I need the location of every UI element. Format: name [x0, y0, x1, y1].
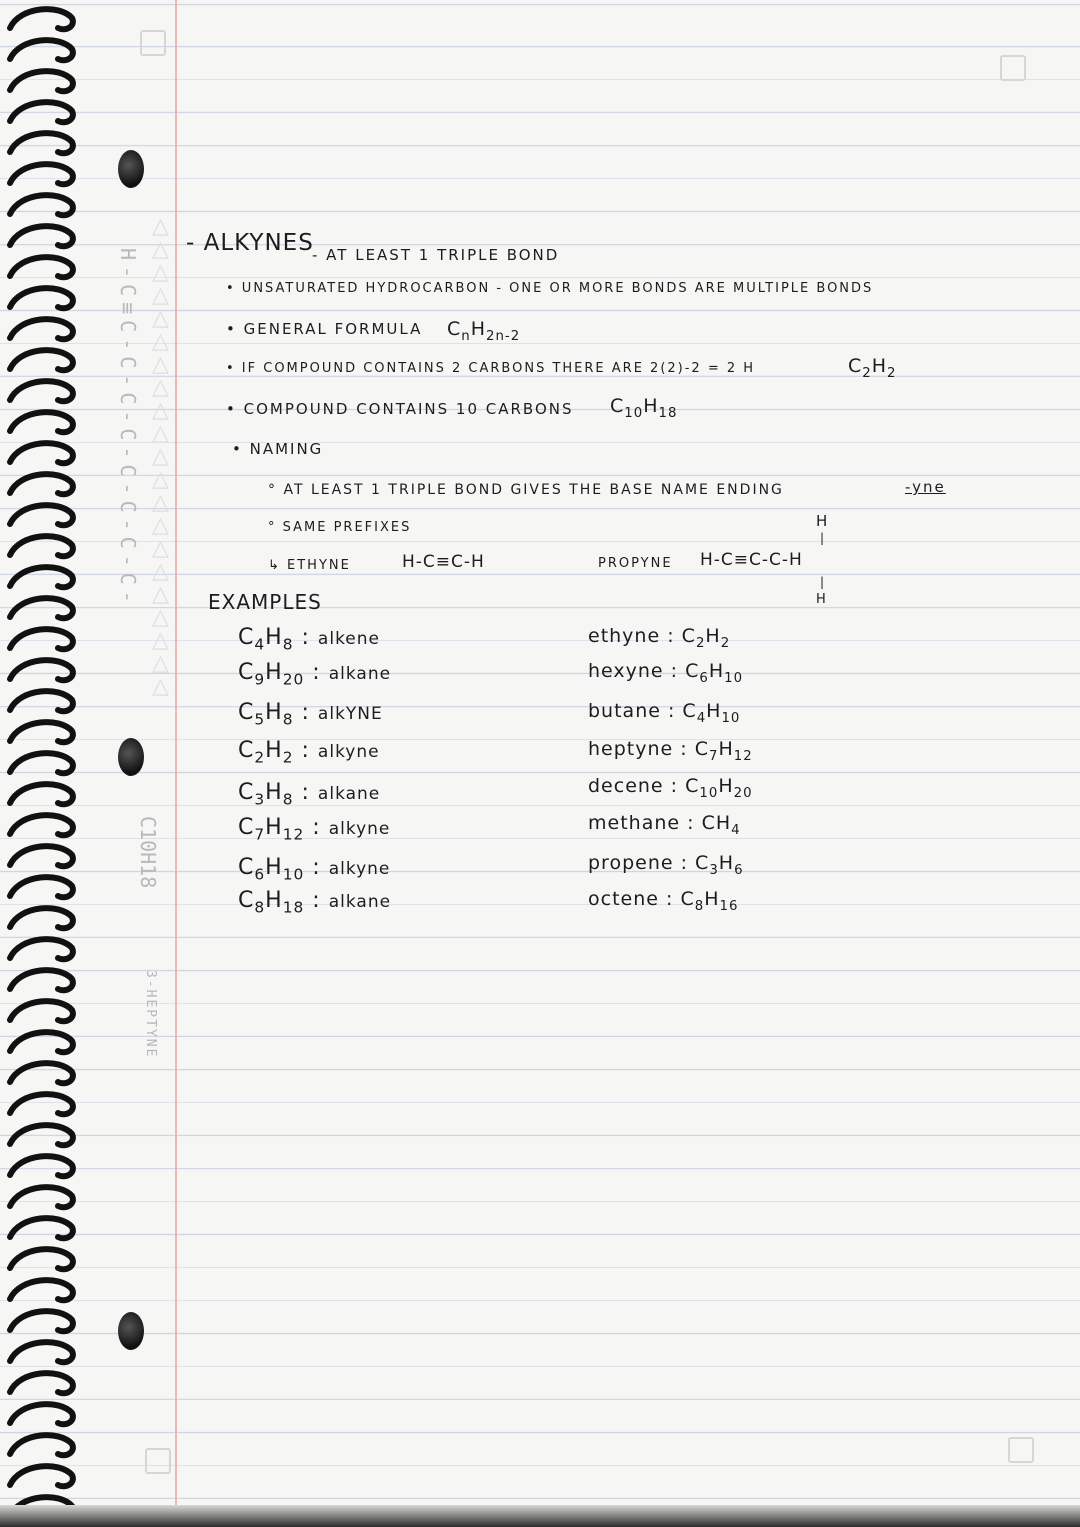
example-left-row — [238, 625, 380, 653]
example-left-row — [238, 888, 391, 916]
example-separator: : — [680, 812, 702, 834]
spiral-coil — [10, 1311, 73, 1331]
example-formula: $C_9H_{20}$ — [238, 660, 305, 689]
example-left-row — [238, 660, 391, 688]
spiral-coil — [10, 257, 73, 277]
example-left-row — [238, 700, 383, 728]
two-carbon-formula: $C_2H_2$ — [848, 355, 897, 381]
example-right-row — [588, 738, 753, 764]
spiral-coil — [10, 288, 73, 308]
spiral-coil — [10, 164, 73, 184]
faint-triangles — [152, 215, 212, 698]
spiral-coil — [10, 815, 73, 835]
spiral-coil — [10, 1032, 73, 1052]
faint-triangle: △ — [152, 398, 169, 423]
spiral-coil — [10, 1001, 73, 1021]
ethyne-label: ↳ ETHYNE — [268, 558, 351, 573]
spiral-coil — [10, 195, 73, 215]
naming-suffix: -yne — [905, 478, 946, 496]
example-name: alkyne — [317, 742, 380, 762]
faint-triangle: △ — [152, 306, 169, 331]
example-formula: $CH_4$ — [701, 812, 741, 838]
punch-hole — [118, 150, 144, 188]
example-formula: $C_{10}H_{20}$ — [685, 775, 753, 801]
example-separator: : — [663, 660, 686, 682]
faint-triangle: △ — [152, 628, 169, 653]
example-right-row — [588, 625, 730, 651]
example-name: hexyne — [588, 660, 664, 682]
example-formula: $C_7H_{12}$ — [238, 815, 305, 844]
propyne-h-bottom: H — [816, 592, 827, 607]
spiral-coil — [10, 846, 73, 866]
spiral-coil — [10, 1187, 73, 1207]
spiral-coil — [10, 939, 73, 959]
example-name: alkyne — [328, 859, 391, 879]
spiral-coil — [10, 1435, 73, 1455]
spiral-coil — [10, 71, 73, 91]
faint-triangle: △ — [152, 237, 169, 262]
example-name: heptyne — [588, 738, 674, 760]
faint-triangle: △ — [152, 329, 169, 354]
faint-triangle: △ — [152, 467, 169, 492]
spiral-coil — [10, 691, 73, 711]
faint-triangle: △ — [152, 214, 169, 239]
example-name: alkane — [328, 892, 392, 912]
example-separator: : — [293, 780, 318, 805]
propyne-bond-top: | — [820, 531, 826, 545]
example-left-row — [238, 780, 380, 808]
faint-triangle: △ — [152, 513, 169, 538]
spiral-coil — [10, 970, 73, 990]
example-separator: : — [293, 738, 318, 763]
spiral-coil — [10, 1063, 73, 1083]
spiral-coil — [10, 1404, 73, 1424]
faint-triangle: △ — [152, 651, 169, 676]
heading: - ALKYNES — [186, 230, 314, 256]
example-name: alkane — [328, 664, 392, 684]
side-name: 3-HEPTYNE — [143, 970, 158, 1059]
spiral-coil — [10, 350, 73, 370]
spiral-binding — [0, 0, 90, 1527]
spiral-coil — [10, 505, 73, 525]
example-separator: : — [660, 700, 683, 722]
example-formula: $C_6H_{10}$ — [238, 855, 305, 884]
spiral-coil — [10, 1373, 73, 1393]
spiral-coil — [10, 908, 73, 928]
example-separator: : — [293, 700, 318, 725]
example-formula: $C_8H_{18}$ — [238, 888, 305, 917]
faint-triangle: △ — [152, 536, 169, 561]
example-separator: : — [304, 815, 329, 840]
faint-triangle: △ — [152, 260, 169, 285]
spiral-coil — [10, 629, 73, 649]
spiral-coil — [10, 9, 73, 29]
heading-rest: - AT LEAST 1 TRIPLE BOND — [312, 246, 560, 264]
example-name: propene — [588, 852, 674, 874]
spiral-coil — [10, 722, 73, 742]
faint-triangle: △ — [152, 421, 169, 446]
example-name: ethyne — [588, 625, 661, 647]
example-formula: $C_3H_6$ — [695, 852, 744, 878]
example-right-row — [588, 660, 743, 686]
propyne-label: PROPYNE — [598, 556, 673, 571]
example-right-row — [588, 775, 753, 801]
faint-triangle: △ — [152, 582, 169, 607]
bullet-ten-carbons: • COMPOUND CONTAINS 10 CARBONS — [226, 400, 574, 418]
example-name: alkene — [317, 629, 380, 649]
example-separator: : — [293, 625, 318, 650]
ethyne-structure: H-C≡C-H — [402, 552, 485, 572]
spiral-coil — [10, 1249, 73, 1269]
example-formula: $C_7H_{12}$ — [694, 738, 753, 764]
spiral-coil — [10, 40, 73, 60]
side-structure: H-C≡C-C-C-C-C-C-C-C- — [116, 248, 140, 609]
example-formula: $C_5H_8$ — [238, 700, 294, 729]
spiral-coil — [10, 660, 73, 680]
example-separator: : — [673, 852, 696, 874]
spiral-coil — [10, 567, 73, 587]
spiral-coil — [10, 784, 73, 804]
spiral-coil — [10, 1125, 73, 1145]
spiral-coil — [10, 598, 73, 618]
propyne-bond-bottom: | — [820, 575, 826, 589]
example-formula: $C_6H_{10}$ — [685, 660, 744, 686]
faint-triangle: △ — [152, 490, 169, 515]
spiral-coil — [10, 1094, 73, 1114]
example-separator: : — [304, 660, 329, 685]
spiral-coil — [10, 1218, 73, 1238]
example-right-row — [588, 888, 738, 914]
example-name: alkYNE — [317, 704, 383, 724]
example-left-row — [238, 738, 380, 766]
spiral-coil — [10, 1280, 73, 1300]
example-separator: : — [304, 855, 329, 880]
example-formula: $C_8H_{16}$ — [680, 888, 739, 914]
spiral-coil — [10, 1466, 73, 1486]
faint-triangle: △ — [152, 375, 169, 400]
example-formula: $C_4H_{10}$ — [682, 700, 741, 726]
page-bottom-edge — [0, 1505, 1080, 1527]
ten-carbon-formula: $C_{10}H_{18}$ — [610, 395, 678, 421]
corner-mark — [145, 1448, 171, 1474]
bullet-unsaturated: • UNSATURATED HYDROCARBON - ONE OR MORE BONDS ARE MULTIPLE BONDS — [226, 281, 874, 296]
spiral-coil — [10, 412, 73, 432]
example-name: methane — [588, 812, 681, 834]
example-left-row — [238, 855, 390, 883]
example-right-row — [588, 852, 744, 878]
faint-triangle: △ — [152, 444, 169, 469]
spiral-coil — [10, 133, 73, 153]
spiral-coil — [10, 1342, 73, 1362]
spiral-coil — [10, 102, 73, 122]
example-right-row — [588, 700, 740, 726]
example-name: decene — [588, 775, 664, 797]
example-name: butane — [588, 700, 661, 722]
corner-mark — [1000, 55, 1026, 81]
faint-triangle: △ — [152, 283, 169, 308]
corner-mark — [140, 30, 166, 56]
spiral-coil — [10, 443, 73, 463]
examples-title: EXAMPLES — [208, 590, 322, 614]
example-separator: : — [658, 888, 681, 910]
spiral-coil — [10, 877, 73, 897]
example-left-row — [238, 815, 390, 843]
example-formula: $C_2H_2$ — [238, 738, 294, 767]
faint-triangle: △ — [152, 559, 169, 584]
bullet-naming: • NAMING — [232, 440, 324, 458]
punch-hole — [118, 1312, 144, 1350]
bullet-two-carbons: • IF COMPOUND CONTAINS 2 CARBONS THERE ARE 2(2)-2 = 2 H — [226, 361, 756, 376]
example-separator: : — [673, 738, 695, 760]
naming-rule-1: ° AT LEAST 1 TRIPLE BOND GIVES THE BASE NAME ENDING — [268, 482, 784, 498]
bullet-general-formula: • GENERAL FORMULA — [226, 320, 423, 338]
faint-triangle: △ — [152, 605, 169, 630]
example-name: octene — [588, 888, 659, 910]
example-formula: $C_2H_2$ — [681, 625, 731, 651]
example-right-row — [588, 812, 741, 838]
example-name: alkyne — [328, 819, 391, 839]
general-formula: $C_nH_{2n-2}$ — [447, 318, 521, 344]
side-formula: C10H18 — [136, 816, 160, 889]
faint-triangle: △ — [152, 352, 169, 377]
example-formula: $C_4H_8$ — [238, 625, 294, 654]
spiral-coil — [10, 226, 73, 246]
spiral-coil — [10, 1156, 73, 1176]
spiral-coil — [10, 536, 73, 556]
punch-hole — [118, 738, 144, 776]
example-separator: : — [660, 625, 682, 647]
naming-rule-2: ° SAME PREFIXES — [268, 520, 412, 535]
faint-triangle: △ — [152, 674, 169, 699]
corner-mark — [1008, 1437, 1034, 1463]
example-separator: : — [663, 775, 686, 797]
spiral-coil — [10, 381, 73, 401]
spiral-coil — [10, 319, 73, 339]
propyne-h-top: H — [816, 512, 829, 530]
propyne-structure: H-C≡C-C-H — [700, 550, 803, 570]
example-name: alkane — [317, 784, 381, 804]
spiral-coil — [10, 753, 73, 773]
example-formula: $C_3H_8$ — [238, 780, 294, 809]
spiral-coil — [10, 474, 73, 494]
example-separator: : — [304, 888, 329, 913]
